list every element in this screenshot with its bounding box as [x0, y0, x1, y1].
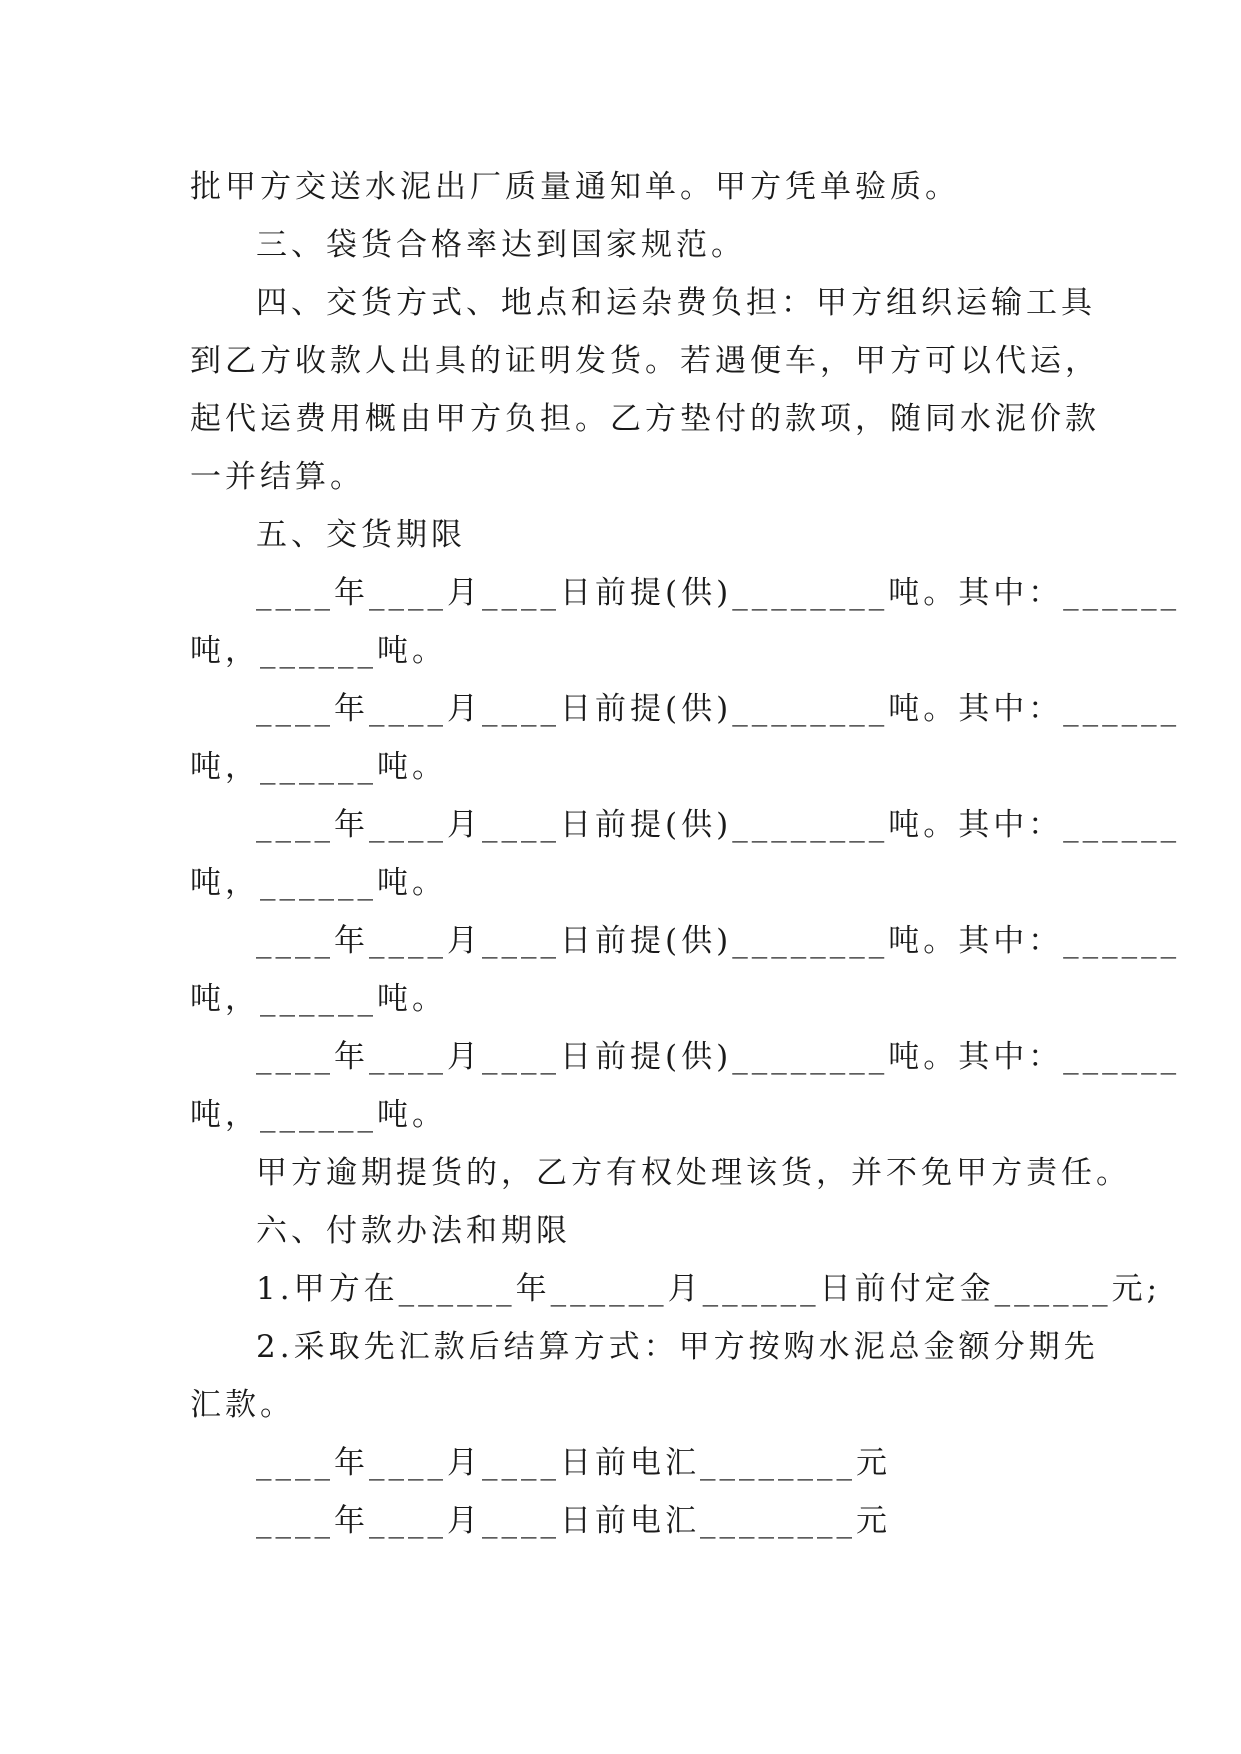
- delivery-blank-line-5a: ____年____月____日前提(供)________吨。其中：______: [256, 1039, 1181, 1075]
- delivery-blank-line-3b: 吨，______吨。: [190, 865, 447, 901]
- text-line-3: 四、交货方式、地点和运杂费负担：甲方组织运输工具: [256, 285, 1096, 321]
- wire-blank-line-1: ____年____月____日前电汇________元: [256, 1445, 891, 1481]
- text-line-5: 起代运费用概由甲方负担。乙方垫付的款项，随同水泥价款: [190, 401, 1100, 437]
- delivery-blank-line-5b: 吨，______吨。: [190, 1097, 447, 1133]
- text-line-overdue: 甲方逾期提货的，乙方有权处理该货，并不免甲方责任。: [256, 1155, 1131, 1191]
- document-page: [190, 158, 1181, 1550]
- text-line-2: 三、袋货合格率达到国家规范。: [256, 227, 746, 263]
- section-heading-payment: 六、付款办法和期限: [256, 1213, 571, 1249]
- delivery-blank-line-4b: 吨，______吨。: [190, 981, 447, 1017]
- text-line-1: 批甲方交送水泥出厂质量通知单。甲方凭单验质。: [190, 169, 960, 205]
- delivery-blank-line-2a: ____年____月____日前提(供)________吨。其中：______: [256, 691, 1181, 727]
- delivery-blank-line-2b: 吨，______吨。: [190, 749, 447, 785]
- payment-item-2: 2.采取先汇款后结算方式：甲方按购水泥总金额分期先: [256, 1329, 1099, 1365]
- payment-item-1: 1.甲方在______年______月______日前付定金______元;: [256, 1271, 1162, 1307]
- delivery-blank-line-1a: ____年____月____日前提(供)________吨。其中：______: [256, 575, 1181, 611]
- delivery-blank-line-1b: 吨，______吨。: [190, 633, 447, 669]
- delivery-blank-line-3a: ____年____月____日前提(供)________吨。其中：______: [256, 807, 1181, 843]
- text-line-6: 一并结算。: [190, 459, 365, 495]
- section-heading-delivery-period: 五、交货期限: [256, 517, 466, 553]
- text-line-4: 到乙方收款人出具的证明发货。若遇便车，甲方可以代运，: [190, 343, 1100, 379]
- delivery-blank-line-4a: ____年____月____日前提(供)________吨。其中：______: [256, 923, 1181, 959]
- payment-item-2-cont: 汇款。: [190, 1387, 295, 1423]
- wire-blank-line-2: ____年____月____日前电汇________元: [256, 1503, 891, 1539]
